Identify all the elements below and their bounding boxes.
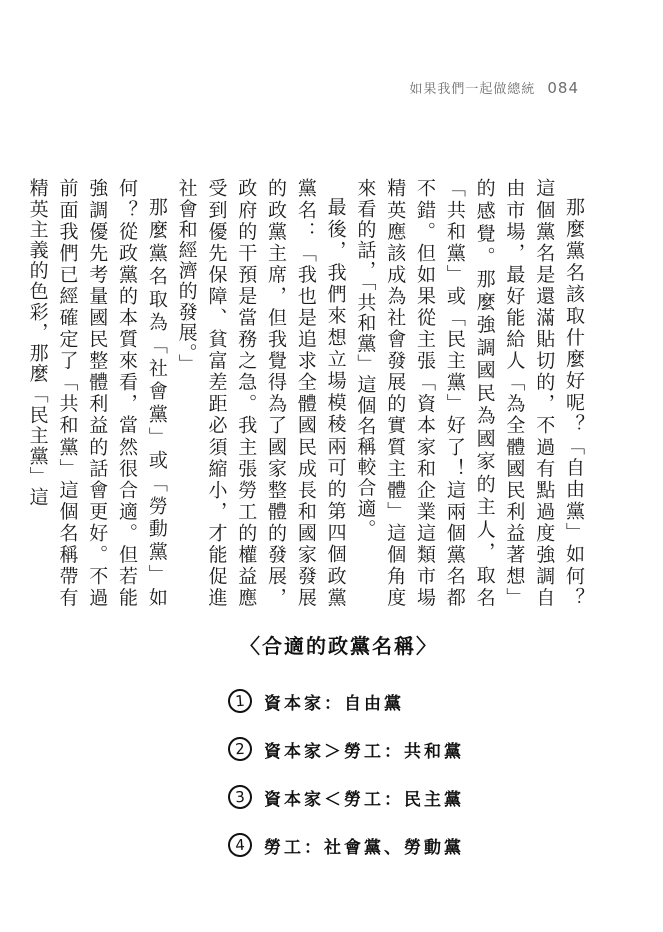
- paragraph: 那麼黨名取為「社會黨」或「勞動黨」如何？從政黨的本質來看，當然很合適。但若能強調優先考量國民整體利益的話會更好。不過前面我們已經確定了「共和黨」這個名稱帶有精英主義的色彩，那麼「民主黨」這: [26, 178, 168, 608]
- circled-number: 2: [227, 736, 253, 762]
- handwritten-note: [228, 630, 488, 870]
- note-item: [228, 726, 488, 772]
- running-header: [409, 78, 579, 100]
- note-item-text: 資本家：自由黨: [264, 693, 404, 714]
- paragraph: 最後，我們來想立場模稜兩可的第四個政黨黨名：「我也是追求全體國民成長和國家發展的政黨主席，但我覺得為了國家整體的發展，政府的干預是當務之急。我主張勞工的權益應受到優先保障、貧富差距必須縮小，才能促進社會和經濟的發展。」: [175, 178, 347, 608]
- note-item-text: 資本家＞勞工：共和黨: [264, 741, 464, 762]
- circled-number: 1: [227, 688, 253, 714]
- note-title: 〈合適的政黨名稱〉: [240, 634, 438, 658]
- note-item-text: 勞工：社會黨、勞動黨: [264, 837, 464, 858]
- page-number: 084: [547, 79, 579, 97]
- book-title: 如果我們一起做總統: [409, 82, 536, 97]
- note-item: [228, 822, 488, 868]
- circled-number: 3: [227, 784, 253, 810]
- note-item: [228, 678, 488, 724]
- circled-number: 4: [227, 832, 253, 858]
- note-item-text: 資本家＜勞工：民主黨: [264, 789, 464, 810]
- vertical-body-text: [26, 178, 588, 608]
- paragraph: 那麼黨名該取什麼好呢？「自由黨」如何？這個黨名是還滿貼切的，不過有點過度強調自由市場，最好能給人「為全體國民利益著想」的感覺。那麼強調國民為國家的主人，取名「共和黨」或「民主黨」好了！這兩個黨名都不錯。但如果從主張「資本家和企業這類市場精英應該成為社會發展的實質主體」這個角度來看的話，「共和黨」這個名稱較合適。: [354, 178, 585, 608]
- note-item: [228, 774, 488, 820]
